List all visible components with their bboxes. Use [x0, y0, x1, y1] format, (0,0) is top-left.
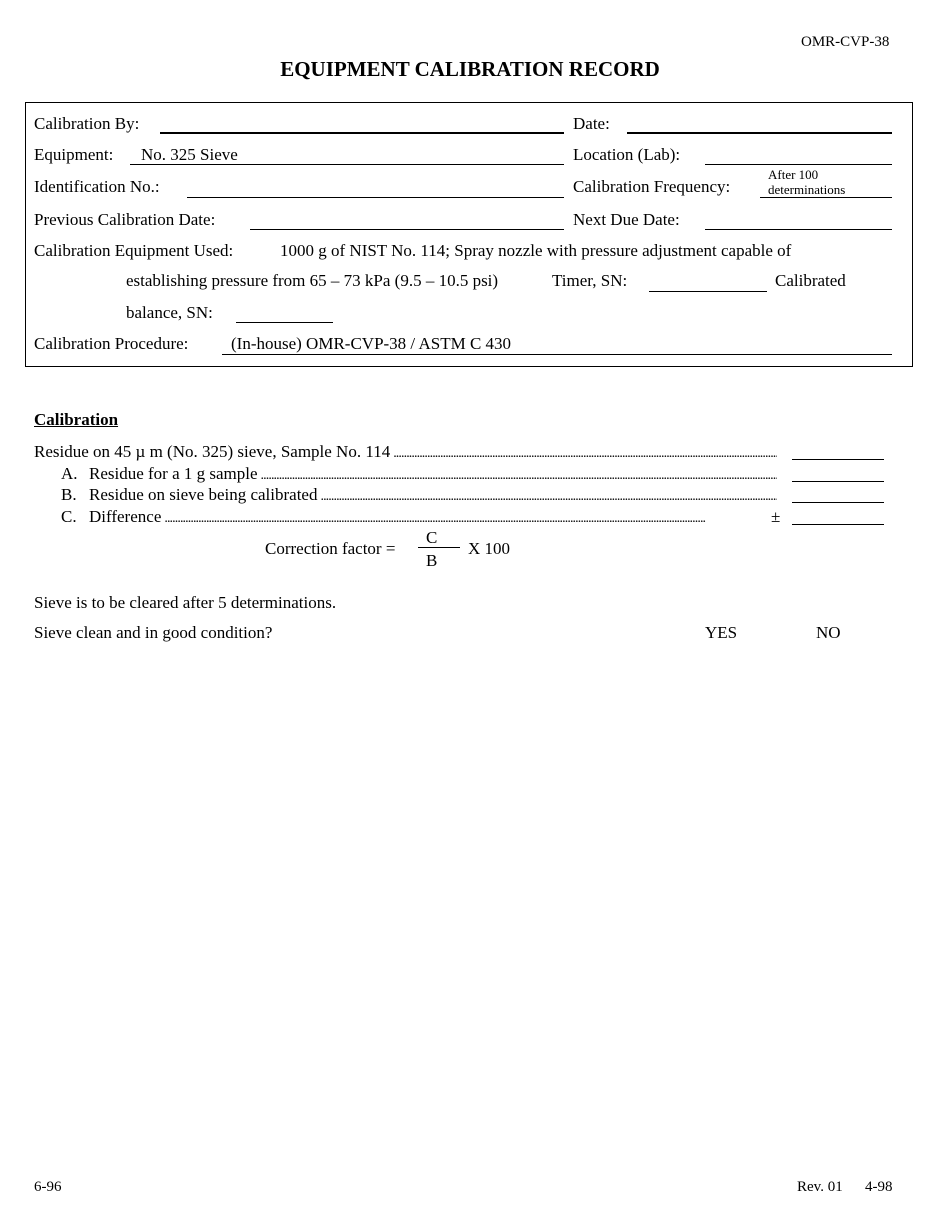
cleared-note: Sieve is to be cleared after 5 determinations.	[34, 593, 337, 612]
dot-leader	[320, 485, 777, 505]
previous-calibration-field[interactable]	[250, 229, 564, 230]
footer-left-code: 6-96	[34, 1179, 62, 1195]
location-field[interactable]	[705, 164, 892, 165]
identification-field[interactable]	[187, 197, 564, 198]
item-c-row	[89, 507, 769, 527]
location-label: Location (Lab):	[573, 145, 681, 164]
next-due-field[interactable]	[705, 229, 892, 230]
dot-leader	[164, 507, 767, 527]
next-due-label: Next Due Date:	[573, 210, 680, 229]
calibration-by-label: Calibration By:	[34, 114, 140, 133]
item-a-letter: A.	[61, 464, 78, 483]
timer-label: Timer, SN:	[552, 271, 628, 290]
item-a-blank[interactable]	[792, 481, 884, 482]
condition-question: Sieve clean and in good condition?	[34, 623, 273, 642]
item-b-blank[interactable]	[792, 502, 884, 503]
frequency-label: Calibration Frequency:	[573, 177, 731, 196]
plus-minus-sign: ±	[771, 507, 781, 526]
fraction-numerator: C	[426, 528, 438, 547]
item-b-letter: B.	[61, 485, 77, 504]
fraction-bar	[418, 547, 460, 548]
calibration-heading: Calibration	[34, 410, 119, 429]
date-field[interactable]	[627, 132, 892, 134]
page-title: EQUIPMENT CALIBRATION RECORD	[280, 57, 660, 81]
date-label: Date:	[573, 114, 610, 133]
footer-revision-date: 4-98	[865, 1179, 893, 1195]
frequency-field[interactable]	[760, 197, 892, 198]
header-box	[25, 102, 913, 367]
previous-calibration-label: Previous Calibration Date:	[34, 210, 216, 229]
residue-row	[34, 442, 779, 462]
item-c-label: Difference	[89, 507, 162, 526]
frequency-value-line1: After 100	[768, 167, 819, 182]
item-a-label: Residue for a 1 g sample	[89, 464, 258, 483]
form-code: OMR-CVP-38	[801, 34, 890, 50]
no-option[interactable]: NO	[816, 623, 841, 642]
item-c-letter: C.	[61, 507, 77, 526]
yes-option[interactable]: YES	[705, 623, 738, 642]
residue-label: Residue on 45 µ m (No. 325) sieve, Sample No. 114	[34, 442, 391, 461]
multiplier: X 100	[468, 539, 511, 558]
fraction-denominator: B	[426, 551, 438, 570]
timer-sn-field[interactable]	[649, 291, 767, 292]
correction-factor-label: Correction factor =	[265, 539, 396, 558]
equipment-value: No. 325 Sieve	[141, 145, 238, 164]
procedure-field[interactable]	[222, 354, 892, 355]
frequency-value-line2: determinations	[768, 182, 846, 197]
balance-label: balance, SN:	[126, 303, 213, 322]
dot-leader	[261, 464, 777, 484]
item-a-row	[89, 464, 779, 484]
equipment-used-line1: 1000 g of NIST No. 114; Spray nozzle with pressure adjustment capable of	[280, 241, 792, 260]
equipment-label: Equipment:	[34, 145, 114, 164]
item-c-blank[interactable]	[792, 524, 884, 525]
balance-sn-field[interactable]	[236, 322, 333, 323]
procedure-value: (In-house) OMR-CVP-38 / ASTM C 430	[231, 334, 512, 353]
equipment-used-line2: establishing pressure from 65 – 73 kPa (9.5 – 10.5 psi)	[126, 271, 499, 290]
calibration-by-field[interactable]	[160, 132, 564, 134]
procedure-label: Calibration Procedure:	[34, 334, 189, 353]
footer-revision: Rev. 01	[797, 1179, 843, 1195]
calibrated-label: Calibrated	[775, 271, 846, 290]
item-b-label: Residue on sieve being calibrated	[89, 485, 318, 504]
residue-blank[interactable]	[792, 459, 884, 460]
identification-label: Identification No.:	[34, 177, 160, 196]
item-b-row	[89, 485, 779, 505]
equipment-used-label: Calibration Equipment Used:	[34, 241, 234, 260]
dot-leader	[393, 442, 777, 462]
